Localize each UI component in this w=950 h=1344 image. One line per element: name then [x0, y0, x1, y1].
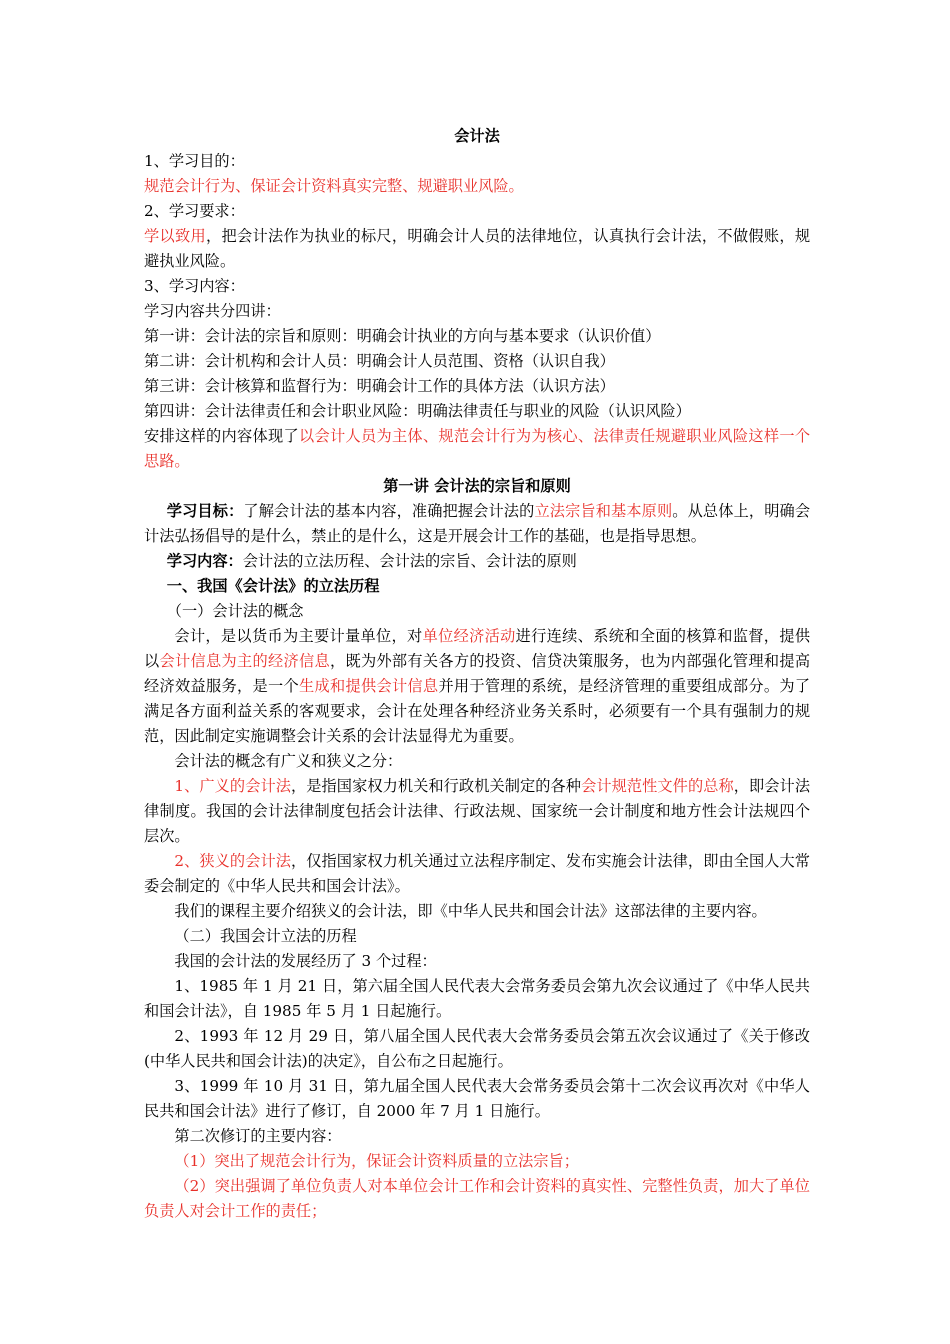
heading-1-2: （二）我国会计立法的历程	[174, 927, 357, 945]
arrangement-prefix: 安排这样的内容体现了	[144, 427, 299, 445]
history-item: 3、1999 年 10 月 31 日，第九届全国人民代表大会常务委员会第十二次会议再次对《中华人民共和国会计法》进行了修订，自 2000 年 7 月 1 日施行。	[144, 1077, 810, 1120]
lecture-item: 第二讲：会计机构和会计人员：明确会计人员范围、资格（认识自我）	[144, 352, 615, 370]
highlight-run: 1、广义的会计法	[174, 777, 291, 795]
highlight-run: 会计信息为主的经济信息	[159, 652, 330, 670]
section-title: 第一讲 会计法的宗旨和原则	[383, 477, 571, 495]
paragraph-narrow-definition	[144, 849, 810, 899]
paragraph: 我国的会计法的发展经历了 3 个过程：	[174, 952, 437, 970]
history-item: 1、1985 年 1 月 21 日，第六届全国人民代表大会常务委员会第九次会议通过了《中华人民共和国会计法》，自 1985 年 5 月 1 日起施行。	[144, 977, 810, 1020]
highlight-run: 生成和提供会计信息	[298, 677, 439, 695]
arrangement-text	[144, 424, 810, 474]
text-run: 进行连续、系统和全面的核算和监督，提供以	[144, 627, 811, 670]
text-run: ，仅指国家权力机关通过立法程序制定、发布实施会计法律，即由全国人大常委会制定的《中华人民共和国会计法》。	[144, 852, 810, 895]
text-run: ，是指国家权力机关和行政机关制定的各种	[291, 777, 582, 795]
text-run: ，既为外部有关各方的投资、信贷决策服务，也为内部强化管理和提高经济效益服务，是一个	[144, 652, 811, 695]
section-goal	[144, 499, 810, 549]
text-run: 会计，是以货币为主要计量单位，对	[174, 627, 423, 645]
highlight-run: 会计规范性文件的总称	[581, 777, 734, 795]
content-heading: 3、学习内容：	[144, 277, 245, 295]
paragraph: 第二次修订的主要内容：	[174, 1127, 342, 1145]
arrangement-highlight: 以会计人员为主体、规范会计行为为核心、法律责任规避职业风险这样一个思路。	[144, 427, 811, 470]
doc-title: 会计法	[454, 127, 500, 145]
goal-highlight: 立法宗旨和基本原则	[534, 502, 673, 520]
text-run: 并用于管理的系统，是经济管理的重要组成部分。为了满足各方面利益关系的客观要求，会计在处理各种经济业务关系时，必须要有一个具有强制力的规范，因此制定实施调整会计关系的会计法显得尤为重要。	[144, 677, 811, 745]
section-content	[144, 549, 810, 574]
highlight-run: 2、狭义的会计法	[174, 852, 291, 870]
revision-item: （2）突出强调了单位负责人对本单位会计工作和会计资料的真实性、完整性负责，加大了单位负责人对会计工作的责任；	[144, 1177, 810, 1220]
requirement-text	[144, 224, 810, 274]
document-body	[144, 124, 810, 1224]
heading-1: 一、我国《会计法》的立法历程	[166, 577, 380, 595]
goal-text: 规范会计行为、保证会计资料真实完整、规避职业风险。	[144, 177, 524, 195]
lecture-item: 第三讲：会计核算和监督行为：明确会计工作的具体方法（认识方法）	[144, 377, 615, 395]
paragraph-broad-definition	[144, 774, 810, 849]
goal-label: 学习目标：	[166, 502, 244, 520]
lecture-item: 第一讲：会计法的宗旨和原则：明确会计执业的方向与基本要求（认识价值）	[144, 327, 661, 345]
paragraph-accounting-definition	[144, 624, 810, 749]
revision-item: （1）突出了规范会计行为，保证会计资料质量的立法宗旨；	[174, 1152, 579, 1170]
requirement-heading: 2、学习要求：	[144, 202, 245, 220]
content-intro: 学习内容共分四讲：	[144, 302, 281, 320]
paragraph: 会计法的概念有广义和狭义之分：	[174, 752, 403, 770]
highlight-run: 单位经济活动	[422, 627, 516, 645]
requirement-body: ，把会计法作为执业的标尺，明确会计人员的法律地位，认真执行会计法，不做假账，规避执业风险。	[144, 227, 811, 270]
content-text: 会计法的立法历程、会计法的宗旨、会计法的原则	[242, 552, 577, 570]
lecture-item: 第四讲：会计法律责任和会计职业风险：明确法律责任与职业的风险（认识风险）	[144, 402, 691, 420]
heading-1-1: （一）会计法的概念	[166, 602, 304, 620]
paragraph: 我们的课程主要介绍狭义的会计法，即《中华人民共和国会计法》这部法律的主要内容。	[174, 902, 767, 920]
requirement-highlight: 学以致用	[144, 227, 206, 245]
content-label: 学习内容：	[166, 552, 243, 570]
goal-part: 。从总体上，明确会计法弘扬倡导的是什么，禁止的是什么，这是开展会计工作的基础，也是指导思想。	[144, 502, 811, 545]
goal-heading: 1、学习目的：	[144, 152, 245, 170]
goal-part: 了解会计法的基本内容，准确把握会计法的	[243, 502, 535, 520]
history-item: 2、1993 年 12 月 29 日，第八届全国人民代表大会常务委员会第五次会议通过了《关于修改(中华人民共和国会计法)的决定》，自公布之日起施行。	[144, 1027, 810, 1070]
text-run: ，即会计法律制度。我国的会计法律制度包括会计法律、行政法规、国家统一会计制度和地方性会计法规四个层次。	[144, 777, 811, 845]
